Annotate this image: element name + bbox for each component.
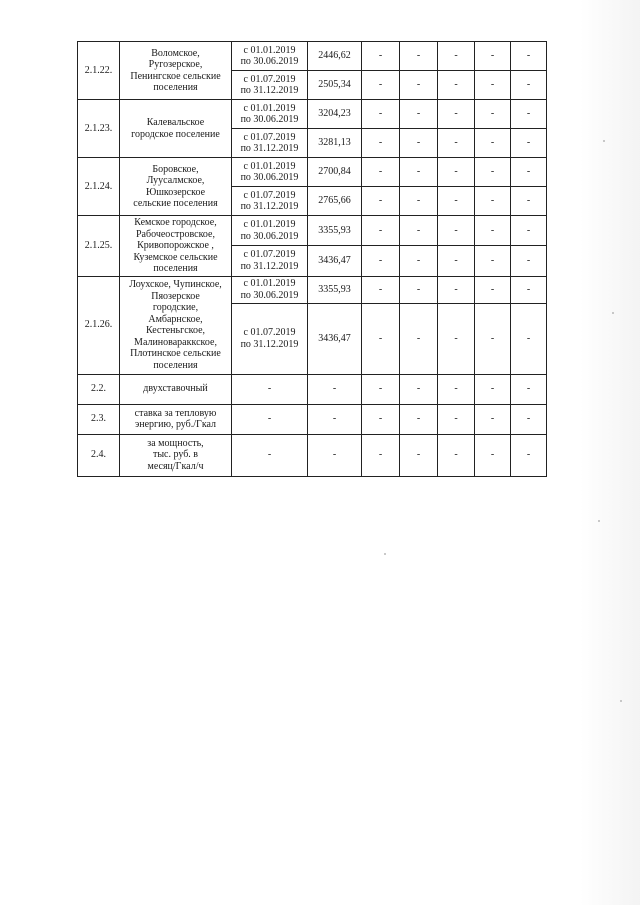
empty-cell: - [475,42,511,71]
empty-cell: - [362,276,400,303]
row-number: 2.4. [78,434,120,476]
scan-shadow [580,0,640,905]
table-row [78,434,547,476]
empty-cell: - [400,276,438,303]
row-number: 2.2. [78,374,120,404]
empty-cell: - [475,374,511,404]
validity-period: с 01.07.2019 по 31.12.2019 [232,71,308,100]
empty-cell: - [400,246,438,276]
validity-period: с 01.01.2019 по 30.06.2019 [232,100,308,129]
empty-cell: - [362,129,400,158]
empty-cell: - [511,246,547,276]
tariff-value: 2765,66 [308,187,362,216]
empty-cell: - [400,434,438,476]
tariff-value: 2446,62 [308,42,362,71]
empty-cell: - [400,100,438,129]
empty-cell: - [400,216,438,246]
row-number: 2.1.22. [78,42,120,100]
settlement-name: Воломское, Ругозерское, Пенингское сельские поселения [120,42,232,100]
row-number: 2.1.25. [78,216,120,277]
empty-cell: - [400,158,438,187]
empty-cell: - [438,42,475,71]
empty-cell: - [400,42,438,71]
tariff-value: 3436,47 [308,246,362,276]
tariff-value: 3204,23 [308,100,362,129]
empty-cell: - [400,303,438,374]
empty-cell: - [475,187,511,216]
empty-cell: - [232,434,308,476]
empty-cell: - [362,100,400,129]
empty-cell: - [438,303,475,374]
table-row [78,374,547,404]
empty-cell: - [362,246,400,276]
empty-cell: - [511,42,547,71]
empty-cell: - [511,276,547,303]
empty-cell: - [438,71,475,100]
tariff-value: 3355,93 [308,216,362,246]
validity-period: с 01.07.2019 по 31.12.2019 [232,129,308,158]
row-number: 2.1.26. [78,276,120,374]
validity-period: с 01.01.2019 по 30.06.2019 [232,42,308,71]
empty-cell: - [362,434,400,476]
empty-cell: - [438,374,475,404]
empty-cell: - [511,100,547,129]
tariff-table [77,41,547,477]
empty-cell: - [475,100,511,129]
empty-cell: - [438,216,475,246]
empty-cell: - [475,404,511,434]
empty-cell: - [438,276,475,303]
empty-cell: - [438,404,475,434]
empty-cell: - [362,42,400,71]
empty-cell: - [511,404,547,434]
empty-cell: - [511,158,547,187]
empty-cell: - [438,187,475,216]
empty-cell: - [511,434,547,476]
empty-cell: - [400,404,438,434]
empty-cell: - [308,434,362,476]
empty-cell: - [511,216,547,246]
validity-period: с 01.01.2019 по 30.06.2019 [232,158,308,187]
empty-cell: - [362,216,400,246]
table-row [78,42,547,71]
empty-cell: - [511,129,547,158]
scan-dot [603,140,605,142]
settlement-name: Калевальское городское поселение [120,100,232,158]
row-number: 2.1.24. [78,158,120,216]
settlement-name: Боровское, Луусалмское, Юшкозерское сельские поселения [120,158,232,216]
empty-cell: - [475,71,511,100]
row-number: 2.3. [78,404,120,434]
empty-cell: - [308,404,362,434]
empty-cell: - [400,71,438,100]
row-number: 2.1.23. [78,100,120,158]
empty-cell: - [362,187,400,216]
empty-cell: - [475,434,511,476]
validity-period: с 01.07.2019 по 31.12.2019 [232,246,308,276]
empty-cell: - [475,276,511,303]
empty-cell: - [362,404,400,434]
settlement-name: Лоухское, Чупинское, Пяозерское городские, Амбарнское, Кестеньгское, Малиновараккское, Плотинское сельские поселения [120,276,232,374]
table-row [78,100,547,129]
empty-cell: - [511,71,547,100]
scan-dot [620,700,622,702]
empty-cell: - [362,71,400,100]
empty-cell: - [400,187,438,216]
empty-cell: - [232,404,308,434]
empty-cell: - [362,374,400,404]
empty-cell: - [475,303,511,374]
validity-period: с 01.01.2019 по 30.06.2019 [232,276,308,303]
scan-dot [612,312,614,314]
validity-period: с 01.07.2019 по 31.12.2019 [232,303,308,374]
empty-cell: - [362,158,400,187]
empty-cell: - [438,246,475,276]
empty-cell: - [400,374,438,404]
empty-cell: - [438,434,475,476]
empty-cell: - [475,216,511,246]
scan-dot [384,553,386,555]
empty-cell: - [511,303,547,374]
empty-cell: - [475,129,511,158]
empty-cell: - [308,374,362,404]
validity-period: с 01.07.2019 по 31.12.2019 [232,187,308,216]
rate-type: за мощность, тыс. руб. в месяц/Гкал/ч [120,434,232,476]
rate-type: двухставочный [120,374,232,404]
empty-cell: - [511,374,547,404]
empty-cell: - [438,129,475,158]
tariff-value: 3281,13 [308,129,362,158]
settlement-name: Кемское городское, Рабочеостровское, Кривопорожское , Куземское сельские поселения [120,216,232,277]
tariff-value: 2505,34 [308,71,362,100]
tariff-value: 2700,84 [308,158,362,187]
empty-cell: - [438,158,475,187]
empty-cell: - [475,158,511,187]
tariff-value: 3355,93 [308,276,362,303]
rate-type: ставка за тепловую энергию, руб./Гкал [120,404,232,434]
table-row [78,276,547,303]
empty-cell: - [511,187,547,216]
empty-cell: - [475,246,511,276]
table-row [78,216,547,246]
table-row [78,158,547,187]
table-row [78,404,547,434]
tariff-value: 3436,47 [308,303,362,374]
scan-dot [598,520,600,522]
empty-cell: - [438,100,475,129]
empty-cell: - [400,129,438,158]
empty-cell: - [232,374,308,404]
validity-period: с 01.01.2019 по 30.06.2019 [232,216,308,246]
empty-cell: - [362,303,400,374]
